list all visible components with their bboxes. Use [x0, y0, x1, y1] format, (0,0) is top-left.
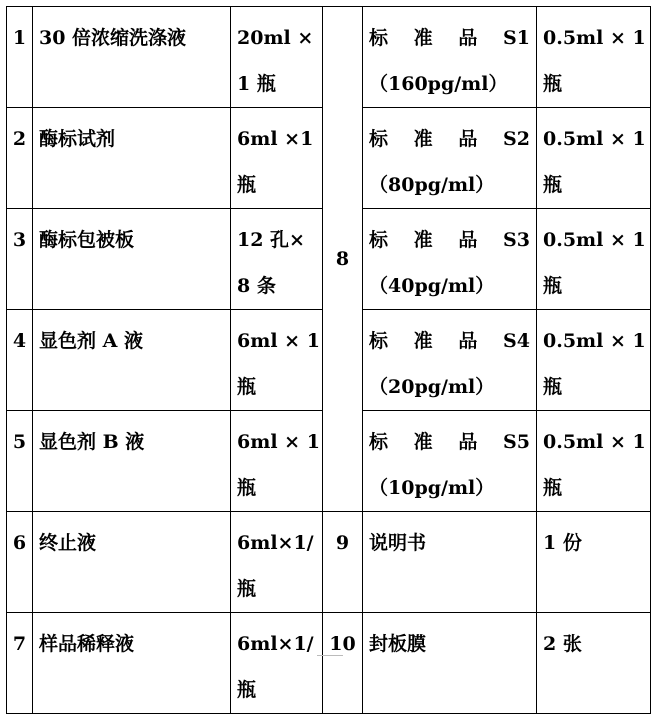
- kit-components-table: [6, 6, 651, 714]
- row-number-merged: 8: [323, 7, 363, 512]
- standard-name: 标 准 品 S5 （10pg/ml）: [363, 411, 537, 512]
- component-name: 说明书: [363, 512, 537, 613]
- row-number: 10: [323, 613, 363, 714]
- row-number: 6: [7, 512, 33, 613]
- standard-spec: 0.5ml × 1 瓶: [537, 310, 651, 411]
- standard-spec: 0.5ml × 1 瓶: [537, 108, 651, 209]
- row-number: 2: [7, 108, 33, 209]
- component-name: 酶标包被板: [33, 209, 231, 310]
- component-name: 显色剂 B 液: [33, 411, 231, 512]
- component-name: 终止液: [33, 512, 231, 613]
- component-name: 封板膜: [363, 613, 537, 714]
- standard-spec: 0.5ml × 1 瓶: [537, 411, 651, 512]
- component-spec: 6ml ×1 瓶: [231, 108, 323, 209]
- row-number: 9: [323, 512, 363, 613]
- table-row: [7, 7, 651, 108]
- component-name: 显色剂 A 液: [33, 310, 231, 411]
- component-spec: 6ml × 1 瓶: [231, 411, 323, 512]
- component-spec: 6ml×1/ 瓶: [231, 613, 323, 714]
- standard-name: 标 准 品 S3 （40pg/ml）: [363, 209, 537, 310]
- standard-name: 标 准 品 S1 （160pg/ml）: [363, 7, 537, 108]
- row-number: 4: [7, 310, 33, 411]
- component-name: 酶标试剂: [33, 108, 231, 209]
- row-number: 5: [7, 411, 33, 512]
- component-name: 样品稀释液: [33, 613, 231, 714]
- component-name: 30 倍浓缩洗涤液: [33, 7, 231, 108]
- table-row: [7, 512, 651, 613]
- component-spec: 12 孔× 8 条: [231, 209, 323, 310]
- standard-name: 标 准 品 S2 （80pg/ml）: [363, 108, 537, 209]
- row-number: 3: [7, 209, 33, 310]
- row-number: 7: [7, 613, 33, 714]
- page-edge-mark: [317, 655, 343, 661]
- component-spec: 20ml × 1 瓶: [231, 7, 323, 108]
- component-spec: 6ml×1/ 瓶: [231, 512, 323, 613]
- component-spec: 1 份: [537, 512, 651, 613]
- component-spec: 6ml × 1 瓶: [231, 310, 323, 411]
- row-number: 1: [7, 7, 33, 108]
- standard-spec: 0.5ml × 1 瓶: [537, 7, 651, 108]
- component-spec: 2 张: [537, 613, 651, 714]
- standard-spec: 0.5ml × 1 瓶: [537, 209, 651, 310]
- table-row: [7, 613, 651, 714]
- standard-name: 标 准 品 S4 （20pg/ml）: [363, 310, 537, 411]
